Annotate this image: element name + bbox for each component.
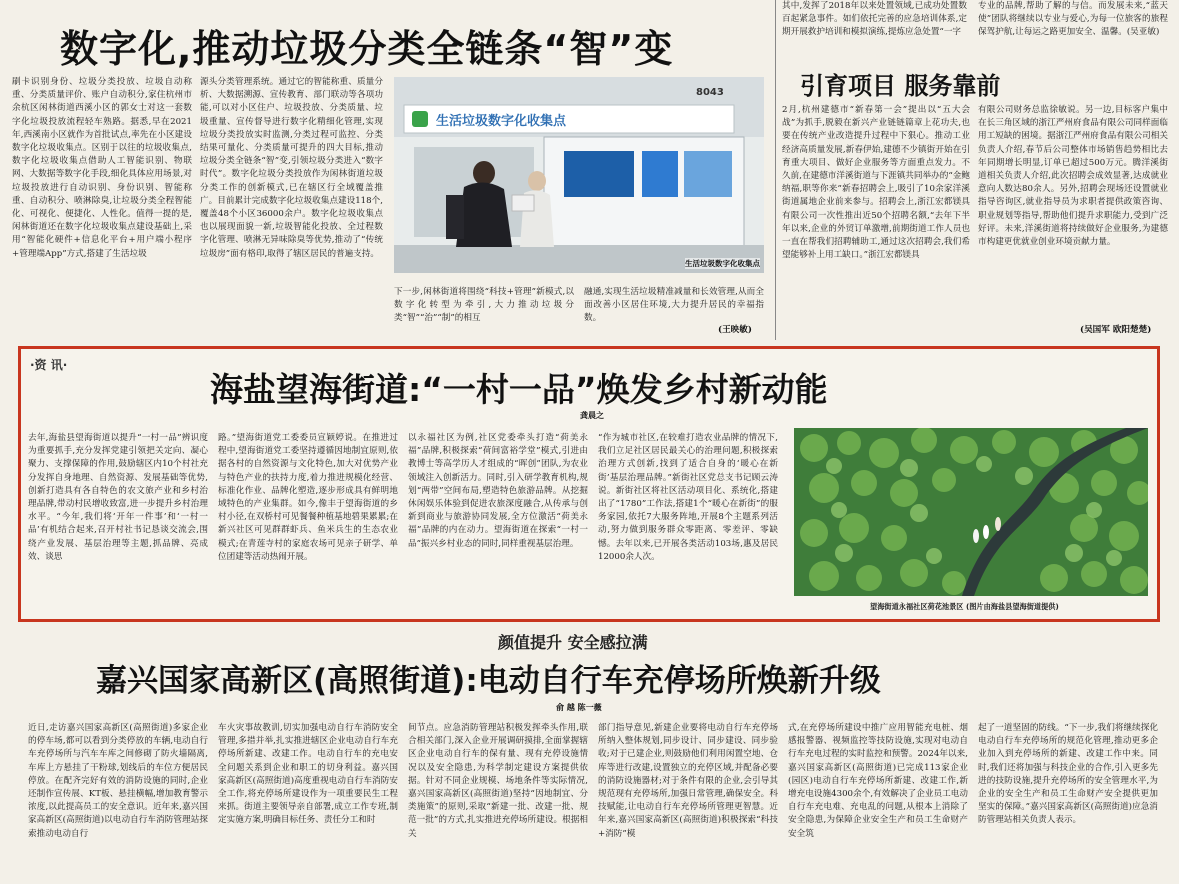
top-left-headline: 数字化,推动垃圾分类全链条“智”变 (60, 27, 674, 71)
top-right-intro-col2: 专业的品牌,帮助了解的与信。而发展未来,“蓝天使”团队将继续以专业与爱心,为每一位旅客的旅程保驾护航,让每运之路更加安全、温馨。(吴亚敏) (978, 1, 1168, 38)
top-left-col1: 刷卡识别身份、垃圾分类投放、垃圾自动称重、分类质量评价、账户自动积分,家住杭州市余杭区闲林街道西溪小区的郭女士对这一套数字化垃圾投放流程轻车熟路。据悉,早在2021年,西溪南小区就作为首批试点,率先在小区建设数字化垃圾收集点。区别于以往的垃圾收集点,数字化垃圾收集点借助人工智能识别、物联网、大数据等数字化手段,细化具体应用场景,对垃圾投放进行自动识别、身份识别、智能称重、自动积分、喷淋除臭,让垃圾分类全程智能化、可视化、便捷化、人性化。值得一提的是,闲林街道还在数字化垃圾收集点建设基础上,采用“智能化硬件+信息化平台+用户端小程序+管理端App”方式,搭建了生活垃圾 (12, 77, 192, 259)
photo-sign-code: 8043 (696, 87, 724, 98)
waste-station-photo (394, 77, 764, 273)
bottom-col6: 起了一道坚固的防线。“下一步,我们将继续探化电动自行车充停场所的规范化管理,推动更多企业加入到充停场所的新建、改建工作中来。同时,我们还将加强与科技企业的合作,引入更多先进的技防设施,提升充停场所的安全管理水平,为企业的安全生产和员工生命财产安全提供更加坚实的保障。”嘉兴国家高新区(高照街道)应急消防管理站相关负责人表示。 (978, 723, 1158, 826)
top-right-intro-col1: 其中,发挥了2018年以来处置领域,已成功处置数百起紧急事件。如们依托完善的应急培训体系,定期开展救护培训和模拟演练,提炼应急处置“一字 (782, 1, 967, 38)
top-right-col2: 有限公司财务总监徐敏说。另一边,目标客户集中在长三角区域的浙江严州府食品有限公司同样面临用工短缺的困境。据浙江严州府食品有限公司相关负责人介绍,春节后公司整体市场销售趋势相比去年同期增长明显,订单已超过500万元。腾洋溪街道相关负责人介绍,此次招聘会成效显著,达成就业意向人数达80余人。另外,招聘会现场还设置就业指导咨询区,就业指导员为求职者提供政策咨询、职业规划等指导,帮助他们提升求职能力,受到广泛好评。未来,洋溪街道将持续做好企业服务,为建德市构建更优就业创业环境贡献力量。 (978, 105, 1168, 248)
top-right-byline: (吴国军 欧阳楚楚) (1080, 325, 1152, 335)
bottom-headline: 嘉兴国家高新区(高照街道):电动自行车充停场所焕新升级 (96, 663, 881, 699)
photo-sign-text: 生活垃圾数字化收集点 (436, 114, 567, 129)
top-column-divider (775, 0, 776, 340)
bottom-col3: 间节点。应急消防管理站积极发挥牵头作用,联合相关部门,深入企业开展调研摸排,全面掌握辖区企业电动自行车的保有量、现有充停设施情况以及安全隐患,为科学制定建设方案提供依据。针对不同企业规模、场地条件等实际情况,嘉兴国家高新区(高照街道)坚持“因地制宜、分类施策”的原则,采取“新建一批、改建一批、规范一批”的方式,扎实推进充停场所建设。根据相关 (408, 723, 588, 839)
top-left-col4: 融通,实现生活垃圾精准减量和长效管理,从而全面改善小区居住环境,大力提升居民的幸福指数。 (584, 287, 764, 324)
feature-col4: “作为城市社区,在较难打造农业品牌的情况下,我们立足社区居民最关心的治理问题,积极探索治理方式创新,找到了适合自身的‘暖心在新街’基层治理品牌。”新街社区党总支书记顾云涛说。新街社区将社区活动项目化、系统化,搭建出了“1780”工作法,搭建1个“暖心在新街”的服务家园,依托7大服务阵地,开展8个主题系列活动,努力做到服务群众零距离、零差评、零缺憾。去年以来,已开展各类活动103场,惠及居民12000余人次。 (598, 433, 778, 562)
feature-tag: ·资 讯· (30, 358, 68, 372)
bottom-col4: 部门指导意见,新建企业要将电动自行车充停场所纳入整体规划,同步设计、同步建设、同步验收;对于已建企业,则鼓励他们利用闲置空地、仓库等进行改建,设置独立的充停区域,并配备必要的消防设施器材;对于条件有限的企业,会引导其规范现有充停场所,加强日常管理,确保安全。科技赋能,让电动自行车充停场所管理更智慧。近年来,嘉兴国家高新区(高照街道)积极探索“科技+消防”模 (598, 723, 778, 839)
lotus-pond-photo (794, 428, 1148, 596)
lotus-pond-illustration (794, 428, 1148, 596)
top-photo-caption: 生活垃圾数字化收集点 (685, 259, 760, 268)
feature-col2: 路。”望海街道党工委委员宣颖婷说。在推进过程中,望海街道党工委坚持遵循因地制宜原则,依据各村的自然资源与文化特色,加大对优势产业与特色产业的扶持力度,着力推进规模化经营、标准化作业、品牌化塑造,逐步形成具有鲜明地域特色的产业集群。如今,像丰于望海街道的乡村小径,在双桥村可见餐餐种植基地碧果累累;在新兴社区可见群群虾兵、鱼米兵生的生态农业模式;在青莲寺村的家庭农场可见亲子研学、单位团建等活动热闹开展。 (218, 433, 398, 562)
bottom-author: 俞 越 陈一薇 (556, 703, 602, 712)
feature-author: 龚晨之 (580, 411, 604, 420)
top-left-col3: 下一步,闲林街道将围绕“科技+管理”新模式,以数字化转型为牵引,大力推动垃圾分类“智”“治”“制”的相互 (394, 287, 574, 324)
feature-col3: 以永福社区为例,社区党委牵头打造“荷美永福”品牌,积极探索“荷间富裕学堂”模式,引进由教博士等高学历人才组成的“晖创”团队,为农业领域注入创新活力。同时,引入研学教育机构,规划“两带”空间布局,塑造特色旅游品牌。从挖掘休闲娱乐体验到促进农旅深度融合,从传承与创新到商业与旅游协同发展,全方位激活“荷美永福”品牌的内在动力。望海街道在探索“一村一品”振兴乡村业态的同时,同样重视基层治理。 (408, 433, 588, 549)
waste-station-illustration (394, 77, 764, 273)
top-left-col2: 源头分类管理系统。通过它的智能称重、质量分析、大数据溯源、宣传教育、部门联动等各项功能,可以对小区住户、垃圾投放、分类质量、垃圾重量、宣传督导进行数字化精细化管理,实现垃圾分类投放实时监测,分类过程可监控、分类结果可量化、分类质量可提升的四大目标,推动垃圾分类全链条“智”变,引领垃圾分类进入“数字时代”。数字化垃圾分类投放作为闲林街道垃圾分类工作的创新模式,已在辖区行全域覆盖推广。目前累计完成数字化垃圾收集点建设118个,覆盖48个小区36000余户。数字化垃圾收集点也以展现面貌一新,垃圾智能化投放、全过程数字化管理、喷淋无异味除臭等优势,推动了“传统垃圾房”面有格印,取得了辖区居民的普遍支持。 (200, 77, 383, 259)
bottom-kicker: 颜值提升 安全感拉满 (498, 633, 648, 652)
top-right-headline: 引育项目 服务靠前 (800, 72, 1001, 100)
bottom-col2: 车火灾事故教训,切实加强电动自行车消防安全管理,多措并举,扎实推进辖区企业电动自行车充停场所新建、改建工作。电动自行车的充电安全问题关系到企业和职工的切身利益。嘉兴国家高新区(高照街道)高度重视电动自行车消防安全工作,将充停场所建设作为一项重要民生工程来抓。街道主要领导亲自部署,成立工作专班,制定实施方案,明确目标任务、责任分工和时 (218, 723, 398, 826)
feature-col1: 去年,海盐县望海街道以提升“一村一品”辨识度为重要抓手,充分发挥党建引领把关定向、凝心聚力、支撑保障的作用,鼓励辖区内10个村社充分发挥自身地理、自然资源、发展基础等优势,创新打造具有各自特色的农文旅产业和乡村治理品牌,带动村民增收致富,进一步提升乡村治理水平。“今年,我们将‘开年一件事’和‘一村一品’有机结合起来,召开村社书记恳谈交流会,围绕产业发展、基层治理等主题,抓品牌、亮成效、谈思 (28, 433, 208, 562)
top-left-byline: (王映敏) (718, 325, 752, 335)
bottom-col1: 近日,走访嘉兴国家高新区(高照街道)多家企业的停车场,都可以看到分类停放的车辆,电动自行车充停场所与汽车车库之间修砌了防火墙隔离,车库上方悬挂了干粉球,划线后的车位方便居民停放。在配齐完好有效的消防设施的同时,企业还制作宣传展、KT板、悬挂横幅,增加教育警示浓度,以此提高员工的安全意识。近年来,嘉兴国家高新区(高照街道)以电动自行车消防管理站探索推动电动自行 (28, 723, 208, 839)
top-right-col1: 2月,杭州建德市“新春第一会”提出以“五大会战”为抓手,脱毅在新兴产业链链篇章上花功夫,也要在传统产业改造提升过程中下狠心。推动工业经济高质量发展,新春伊始,建德不少镇街开始在引育重大项目、做好企业服务等方面重点发力。不久前,在建德市洋溪街道与下涯镇共同举办的“金鲍纳福,职等你来”新春招聘会上,吸引了10余家洋溪街道属地企业前来参与。招聘会上,浙江宏都镁具有限公司一次性推出近50个招聘名额,“去年下半年以来,企业的外贸订单激增,前期街道工作人员也一直在帮我们招聘辅助工,通过这次招聘会,我们希望能够补上用工缺口。”浙江宏都镁具 (782, 105, 970, 261)
feature-headline: 海盐望海街道:“一村一品”焕发乡村新动能 (210, 370, 828, 409)
feature-photo-caption: 望海街道永福社区荷花池景区 (图片由海盐县望海街道提供) (870, 602, 1059, 611)
bottom-col5: 式,在充停场所建设中推广应用智能充电桩、烟感报警器、视频监控等技防设施,实现对电动自行车充电过程的实时监控和预警。2024年以来,嘉兴国家高新区(高照街道)已完成113家企业(园区)电动自行车充停场所新建、改建工作,新增充电设施4300余个,有效解决了企业员工电动自行车充电难、充电乱的问题,从根本上消除了安全隐患,为保障企业安全生产和员工生命财产安全筑 (788, 723, 968, 839)
